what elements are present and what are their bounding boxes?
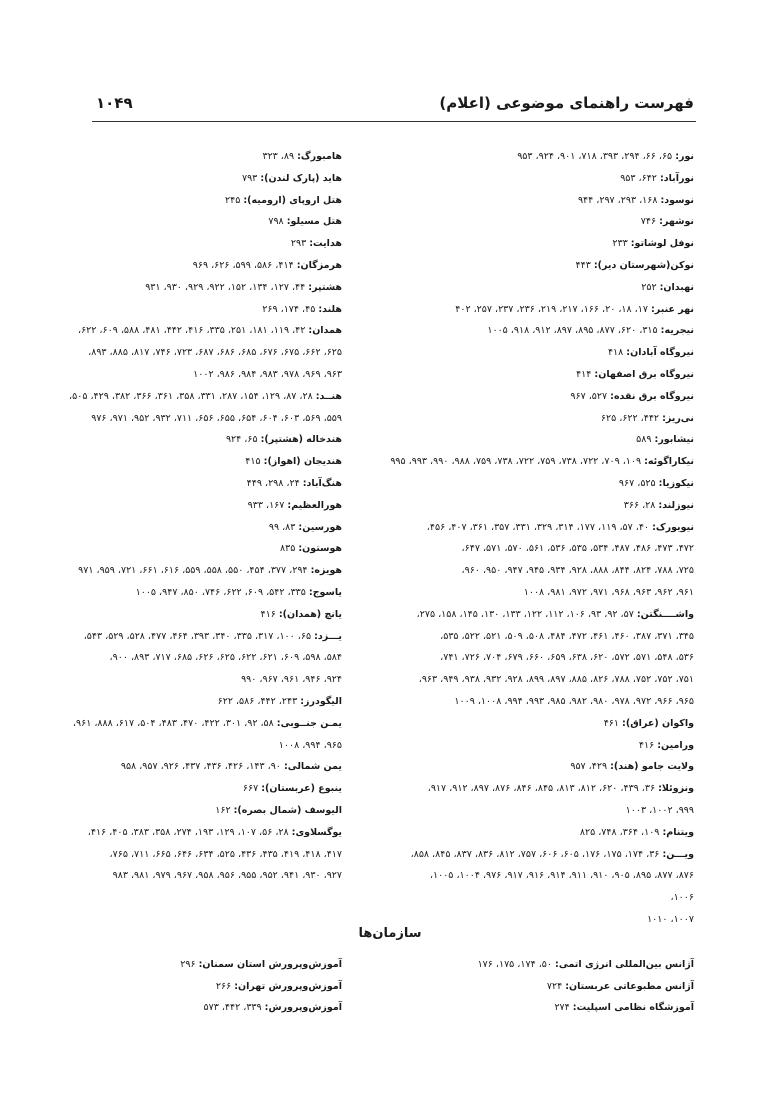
index-entry [370,255,694,277]
index-column-left [18,146,342,887]
index-entry-pages: ۴۴، ۱۲۷، ۱۳۴، ۱۵۲، ۹۲۲، ۹۲۹، ۹۳۰، ۹۳۱ [145,281,309,293]
index-entry [370,146,694,168]
index-entry-pages: ۷۴۶ [640,216,660,228]
index-entry [370,822,694,844]
index-entry [18,255,342,277]
index-entry-pages: ۸۷۶، ۸۷۷، ۸۹۵، ۹۰۵، ۹۱۰، ۹۱۱، ۹۱۴، ۹۱۶، ۹۱۷، ۹۷۶، ۱۰۰۴، ۱۰۰۵، [429,870,694,882]
index-entry-term: یمـن جنــوبی: [276,717,342,729]
index-entry [18,495,342,517]
index-entry-term: نور: [675,151,694,162]
index-entry [18,342,342,364]
index-entry [18,233,342,255]
index-entry-pages: ۴۱۵ [245,456,264,468]
index-entry-term: ینبوع (عربستان): [261,783,342,795]
index-entry-term: هاید (پارک لندن): [260,172,342,184]
index-entry-pages: ۵۰، ۱۷۴، ۱۷۵، ۱۷۶ [477,959,556,970]
index-entry-term: یانچ (همدان): [278,608,342,620]
index-entry-pages: ۳۶، ۴۳۹، ۶۲۰، ۸۱۲، ۸۱۳، ۸۴۵، ۸۴۶، ۸۷۶، ۸۹۷، ۹۱۲، ۹۱۷، [427,783,659,795]
index-entry-term: نیجریه: [660,325,694,337]
index-entry-term: هتل اروپای (ارومیه): [243,194,342,206]
index-entry [18,604,342,626]
index-entry-pages: ۴۱۶ [638,739,658,751]
index-entry-pages: ۲۸، ۳۶۶ [623,499,659,511]
index-entry [18,735,342,757]
index-entry-pages: ۳۶، ۱۷۴، ۱۷۵، ۱۷۶، ۶۰۵، ۶۰۶، ۷۵۷، ۸۱۲، ۸۳۶، ۸۳۷، ۸۴۵، ۸۵۸، [410,848,663,860]
index-entry [18,756,342,778]
index-entry-pages: ۴۴۳ [575,259,594,271]
index-entry-term: نورآباد: [659,172,694,184]
index-entry-term: یوگسلاوی: [291,826,342,838]
index-entry [18,320,342,342]
index-entry-term: نوسود: [660,194,694,206]
index-entry-term: هورالعظیم: [287,499,342,511]
index-entry [18,844,342,866]
index-entry [370,538,694,560]
index-entry-term: نیشابور: [654,434,694,446]
index-entry-pages: ۷۵۱، ۷۵۲، ۷۵۲، ۷۸۸، ۸۲۶، ۸۸۵، ۸۹۷، ۸۹۹، ۹۲۸، ۹۳۲، ۹۳۸، ۹۴۹، ۹۶۳، [418,674,694,686]
index-entry [18,473,342,495]
index-entry-pages: ۷۹۳ [241,172,261,184]
index-entry-pages: ۲۷۴ [554,1002,573,1013]
index-entry-pages: ۳۴۵، ۳۷۱، ۳۸۷، ۴۶۰، ۴۶۱، ۴۷۲، ۴۸۴، ۵۰۸، ۵۰۹، ۵۲۱، ۵۲۲، ۵۳۵، [440,630,694,642]
index-entry [18,954,342,976]
index-entry [370,233,694,255]
index-entry-pages: ۱۰۹، ۳۶۴، ۷۴۸، ۸۲۵ [579,826,663,838]
index-entry-term: نوشهر: [659,216,694,228]
index-entry-pages: ۹۶۱، ۹۶۲، ۹۶۳، ۹۶۸، ۹۷۱، ۹۷۲، ۹۸۱، ۱۰۰۸ [523,586,694,598]
index-entry-term: هدایت: [309,238,342,250]
index-entry-term: آژانس مطبوعاتی عربستان: [565,980,694,992]
index-entry [18,538,342,560]
index-entry-term: یاسوج: [308,586,342,598]
index-entry-pages: ۲۶۶ [215,980,235,992]
index-entry-pages: ۴۲۹، ۹۵۷ [570,761,611,773]
index-entry-pages: ۲۸، ۸۷، ۱۲۹، ۱۵۴، ۲۸۷، ۳۳۱، ۳۵۸، ۳۶۱، ۳۶۶، ۳۸۲، ۴۲۹، ۵۰۵، [69,390,316,402]
index-entry-term: نهبدان: [659,281,694,293]
index-entry-pages: ۴۰، ۵۷، ۱۱۹، ۱۷۷، ۳۱۴، ۳۲۹، ۳۳۱، ۳۵۷، ۳۶۱، ۴۰۷، ۴۵۶، [426,521,653,533]
index-entry-term: ولایت جامو (هند): [610,761,694,773]
index-entry [18,211,342,233]
index-entry-term: ونزوئلا: [658,783,694,795]
index-entry-pages: ۲۳۳ [612,238,631,250]
index-entry [370,560,694,582]
index-entry-pages: ۱۰۰۶، [670,892,694,904]
index-entry-pages: ۶۵، ۹۲۴ [225,434,261,446]
index-entry-term: هندیجان (اهواز): [263,456,342,468]
index-entry-pages: ۲۹۳ [290,238,310,250]
index-entry [18,190,342,212]
index-entry [18,146,342,168]
organizations-column-left [18,954,342,1019]
index-entry [18,865,342,887]
index-entry-term: نیروگاه برق نقده: [610,390,694,402]
index-entry-pages: ۴۱۸ [607,347,627,359]
index-entry [18,691,342,713]
index-entry [18,626,342,648]
index-entry [18,451,342,473]
index-entry [370,865,694,887]
index-entry-term: نی‌ریز: [662,412,694,424]
index-entry-pages: ۶۶۷ [242,783,262,795]
index-entry-pages: ۱۰۹، ۷۰۹، ۷۲۲، ۷۳۸، ۷۵۹، ۷۲۲، ۷۳۸، ۷۵۹، ۹۸۸، ۹۹۰، ۹۹۳، ۹۹۵ [390,456,645,468]
index-entry [370,211,694,233]
index-entry [18,299,342,321]
index-entry-pages: ۵۲۵، ۹۶۷ [618,477,659,489]
index-entry-pages: ۲۸، ۵۶، ۱۰۷، ۱۲۹، ۱۹۳، ۲۷۴، ۳۵۸، ۳۸۳، ۴۰۵، ۴۱۶، [87,826,292,838]
index-entry-term: واشــــنگتن: [636,608,694,620]
index-entry-pages: ۳۳۵، ۵۴۲، ۶۰۹، ۶۲۲، ۷۴۶، ۸۵۰، ۹۴۷، ۱۰۰۵ [135,586,309,598]
index-entry-term: یـــزد: [314,630,342,642]
index-entry-term: آموزش‌وپرورش تهران: [234,980,342,992]
index-entry-pages: ۴۱۷، ۴۱۸، ۴۱۹، ۴۳۵، ۴۳۶، ۵۲۵، ۶۳۴، ۶۴۶، ۶۶۵، ۷۱۱، ۷۶۵، [109,848,342,860]
index-entry-term: نیویورک: [652,521,694,533]
index-entry-pages: ۱۶۲ [215,804,234,816]
index-entry-term: آموزش‌وپرورش: [264,1002,342,1013]
index-entry [370,320,694,342]
index-entry-pages: ۶۲۵، ۶۶۲، ۶۷۵، ۶۷۶، ۶۸۵، ۶۸۶، ۶۸۷، ۷۲۳، ۷۴۶، ۸۱۷، ۸۸۵، ۸۹۳، [88,347,342,359]
index-entry-pages: ۲۴۵ [224,194,244,206]
index-entry-term: نهر عنبر: [650,303,694,315]
index-entry [370,997,694,1019]
page-number: ۱۰۴۹ [96,94,133,112]
index-entry-pages: ۴۱۶ [260,608,279,620]
index-entry [18,976,342,998]
index-entry-pages: ۲۹۶ [180,959,199,970]
index-entry-pages: ۷۲۴ [546,980,566,992]
index-entry-pages: ۵۲۷، ۹۶۷ [570,390,611,402]
index-entry [18,800,342,822]
index-entry [370,277,694,299]
index-entry-pages: ۴۴۲، ۶۲۲، ۶۲۵ [600,412,663,424]
index-entry-term: یمن شمالی: [283,761,342,773]
index-entry-pages: ۵۸۴، ۵۹۸، ۶۰۹، ۶۲۱، ۶۲۲، ۶۲۵، ۶۲۶، ۶۸۵، ۷۱۷، ۸۹۳، ۹۰۰، [109,652,342,664]
index-entry-pages: ۶۴۲، ۹۵۳ [620,172,660,184]
section-title-organizations: سازمان‌ها [358,926,422,941]
index-entry [370,604,694,626]
index-entry [370,364,694,386]
index-entry-term: نیوزلند: [658,499,694,511]
index-entry-pages: ۵۸، ۹۲، ۳۰۱، ۴۲۲، ۴۷۰، ۴۸۳، ۵۰۴، ۶۱۷، ۸۸۸، ۹۶۱، [72,717,277,729]
index-entry [370,976,694,998]
index-entry [370,408,694,430]
index-entry-pages: ۸۹، ۳۲۳ [262,151,298,162]
index-entry [370,473,694,495]
index-entry-pages: ۲۵۲ [641,281,660,293]
index-entry-term: هنگ‌آباد: [302,477,342,489]
index-entry [370,735,694,757]
index-entry [370,844,694,866]
index-entry-term: همدان: [308,325,342,337]
index-entry-pages: ۹۹۹، ۱۰۰۲، ۱۰۰۳ [625,804,694,816]
index-entry [370,299,694,321]
index-entry-pages: ۴۷۲، ۴۷۳، ۴۸۶، ۴۸۷، ۵۳۴، ۵۳۵، ۵۳۶، ۵۶۱، ۵۷۰، ۵۷۱، ۶۴۷، [461,543,694,555]
index-entry-term: هرمزگان: [296,259,342,271]
index-entry-term: الیوسف (شمال بصره): [233,804,342,816]
index-entry [370,451,694,473]
index-entry [370,168,694,190]
index-entry-pages: ۹۰، ۱۴۳، ۴۲۶، ۴۳۶، ۴۳۷، ۹۲۶، ۹۵۷، ۹۵۸ [120,761,284,773]
index-entry [370,669,694,691]
page-header-title: فهرست راهنمای موضوعی (اعلام) [439,94,694,112]
index-entry-term: واکوان (عراق): [622,717,694,729]
index-entry [18,778,342,800]
header-rule [92,121,696,122]
index-entry-term: نوکن(شهرستان دیر): [593,259,694,271]
index-entry-pages: ۶۵، ۱۰۰، ۳۱۷، ۳۳۵، ۳۴۰، ۳۹۳، ۴۶۴، ۴۷۷، ۵۲۸، ۵۲۹، ۵۴۳، [83,630,315,642]
index-entry-pages: ۵۷، ۹۲، ۹۳، ۱۰۶، ۱۱۲، ۱۲۲، ۱۳۳، ۱۳۰، ۱۴۵، ۱۵۸، ۲۷۵، [416,608,637,620]
index-entry-term: آژانس بین‌المللی انرژی اتمی: [555,959,694,970]
index-entry [18,364,342,386]
index-entry-term: آموزش‌وپرورش استان سمنان: [198,959,342,970]
index-entry-pages: ۹۲۴، ۹۴۶، ۹۶۱، ۹۶۷، ۹۹۰ [241,674,342,686]
index-entry [370,756,694,778]
index-entry-pages: ۷۲۵، ۷۸۸، ۸۲۴، ۸۴۴، ۸۸۸، ۹۲۸، ۹۳۴، ۹۴۵، ۹۴۷، ۹۵۰، ۹۶۰، [461,565,694,577]
index-entry [370,713,694,735]
index-entry [370,647,694,669]
index-column-right [370,146,694,931]
index-entry-pages: ۳۱۵، ۶۲۰، ۸۷۷، ۸۹۵، ۸۹۷، ۹۱۲، ۹۱۸، ۱۰۰۵ [487,325,661,337]
index-entry-pages: ۷۹۸ [268,216,287,228]
index-entry-term: نیکوزیا: [658,477,694,489]
index-entry [370,517,694,539]
index-entry-pages: ۹۶۵، ۹۶۶، ۹۷۲، ۹۷۸، ۹۸۰، ۹۸۲، ۹۸۵، ۹۹۳، ۹۹۴، ۱۰۰۸، ۱۰۰۹ [454,695,694,707]
index-entry-pages: ۴۱۴، ۵۸۶، ۵۹۹، ۶۲۶، ۹۶۹ [192,259,297,271]
index-entry-term: هشتپر: [308,281,342,293]
index-entry [370,626,694,648]
index-entry-pages: ۱۶۷، ۹۳۳ [247,499,288,511]
index-entry-pages: ۸۳، ۹۹ [268,521,299,533]
index-entry-pages: ۹۶۵، ۹۹۴، ۱۰۰۸ [278,739,342,751]
index-entry [370,954,694,976]
index-entry-term: هنــد: [315,390,342,402]
index-entry [370,887,694,909]
index-entry [370,190,694,212]
index-entry-pages: ۲۴۳، ۴۴۲، ۵۸۶، ۶۲۲ [217,695,301,707]
index-entry-pages: ۱۷، ۱۸، ۲۰، ۱۶۶، ۲۱۷، ۲۱۹، ۲۳۶، ۲۳۷، ۲۵۷، ۴۰۲ [455,303,651,315]
index-entry-term: آموزشگاه نظامی اسپلیت: [572,1002,694,1013]
index-entry [18,669,342,691]
index-entry [18,408,342,430]
index-entry [370,342,694,364]
index-entry-term: نیروگاه برق اصفهان: [594,368,694,380]
index-entry-term: هورسین: [298,521,342,533]
index-entry-term: ورامین: [657,739,694,751]
index-entry-pages: ۳۳۹، ۴۴۲، ۵۷۳ [203,1002,265,1013]
index-entry-term: هتل مسیلو: [286,216,342,228]
index-entry [18,713,342,735]
index-entry [370,582,694,604]
index-entry-pages: ۱۰۰۷، ۱۰۱۰ [647,913,694,925]
index-entry-term: هویزه: [310,565,342,577]
organizations-column-right [370,954,694,1019]
index-entry-pages: ۴۵، ۱۷۴، ۲۶۹ [262,303,319,315]
index-entry [370,386,694,408]
index-entry [18,168,342,190]
index-entry-pages: ۲۴، ۲۹۸، ۴۴۹ [246,477,303,489]
index-entry-pages: ۴۲، ۱۱۹، ۱۸۱، ۲۵۱، ۳۳۵، ۴۱۶، ۴۴۲، ۴۸۱، ۵۸۸، ۶۰۹، ۶۲۲، [78,325,309,337]
index-entry-pages: ۵۵۹، ۵۶۹، ۶۰۳، ۶۰۴، ۶۵۴، ۶۵۵، ۶۵۶، ۷۱۱، ۹۳۲، ۹۵۲، ۹۷۱، ۹۷۶ [91,412,342,424]
index-entry-pages: ۴۶۱ [603,717,623,729]
index-entry-pages: ۸۳۵ [280,543,299,555]
index-entry-pages: ۹۲۷، ۹۳۰، ۹۴۱، ۹۵۲، ۹۵۵، ۹۵۶، ۹۵۸، ۹۶۷، ۹۷۹، ۹۸۱، ۹۸۳ [112,870,342,882]
index-entry-term: هندخاله (هشتپر): [260,434,342,446]
index-entry [370,495,694,517]
index-entry [370,800,694,822]
index-entry-pages: ۱۶۸، ۲۹۳، ۲۹۷، ۹۴۴ [577,194,661,206]
index-entry-pages: ۴۱۴ [576,368,595,380]
index-entry [18,822,342,844]
index-entry [18,997,342,1019]
index-entry [18,429,342,451]
index-entry [370,691,694,713]
index-entry [370,778,694,800]
index-entry [18,277,342,299]
index-entry [370,429,694,451]
index-entry [18,517,342,539]
index-entry [18,386,342,408]
index-entry-term: ویـــن: [662,848,694,860]
index-entry [18,560,342,582]
index-entry [18,582,342,604]
index-entry-pages: ۵۸۹ [636,434,655,446]
index-entry-term: نیکاراگوئه: [644,456,694,468]
index-entry-term: نیروگاه آبادان: [626,347,694,359]
index-entry-term: نوفل لوشاتو: [630,238,694,250]
index-entry-pages: ۵۳۶، ۵۴۸، ۵۷۱، ۵۷۲، ۶۲۰، ۶۳۸، ۶۵۹، ۶۶۰، ۶۷۹، ۷۰۴، ۷۲۶، ۷۴۱، [440,652,694,664]
index-entry-term: هامبورگ: [297,151,342,162]
index-entry-pages: ۲۹۴، ۳۷۷، ۴۵۴، ۵۵۰، ۵۵۸، ۵۵۹، ۶۱۶، ۶۶۱، ۷۲۱، ۹۵۹، ۹۷۱ [78,565,311,577]
index-entry-term: الیگودرز: [300,695,342,707]
index-entry-pages: ۹۶۳، ۹۶۹، ۹۷۸، ۹۸۳، ۹۸۴، ۹۸۶، ۱۰۰۲ [193,368,342,380]
index-entry-term: هلند: [318,303,342,315]
index-entry-pages: ۶۵، ۶۶، ۲۹۴، ۳۹۳، ۷۱۸، ۹۰۱، ۹۲۴، ۹۵۳ [517,151,676,162]
index-entry-term: هوستون: [298,543,342,555]
index-entry [18,647,342,669]
index-entry-term: ویتنام: [662,826,694,838]
